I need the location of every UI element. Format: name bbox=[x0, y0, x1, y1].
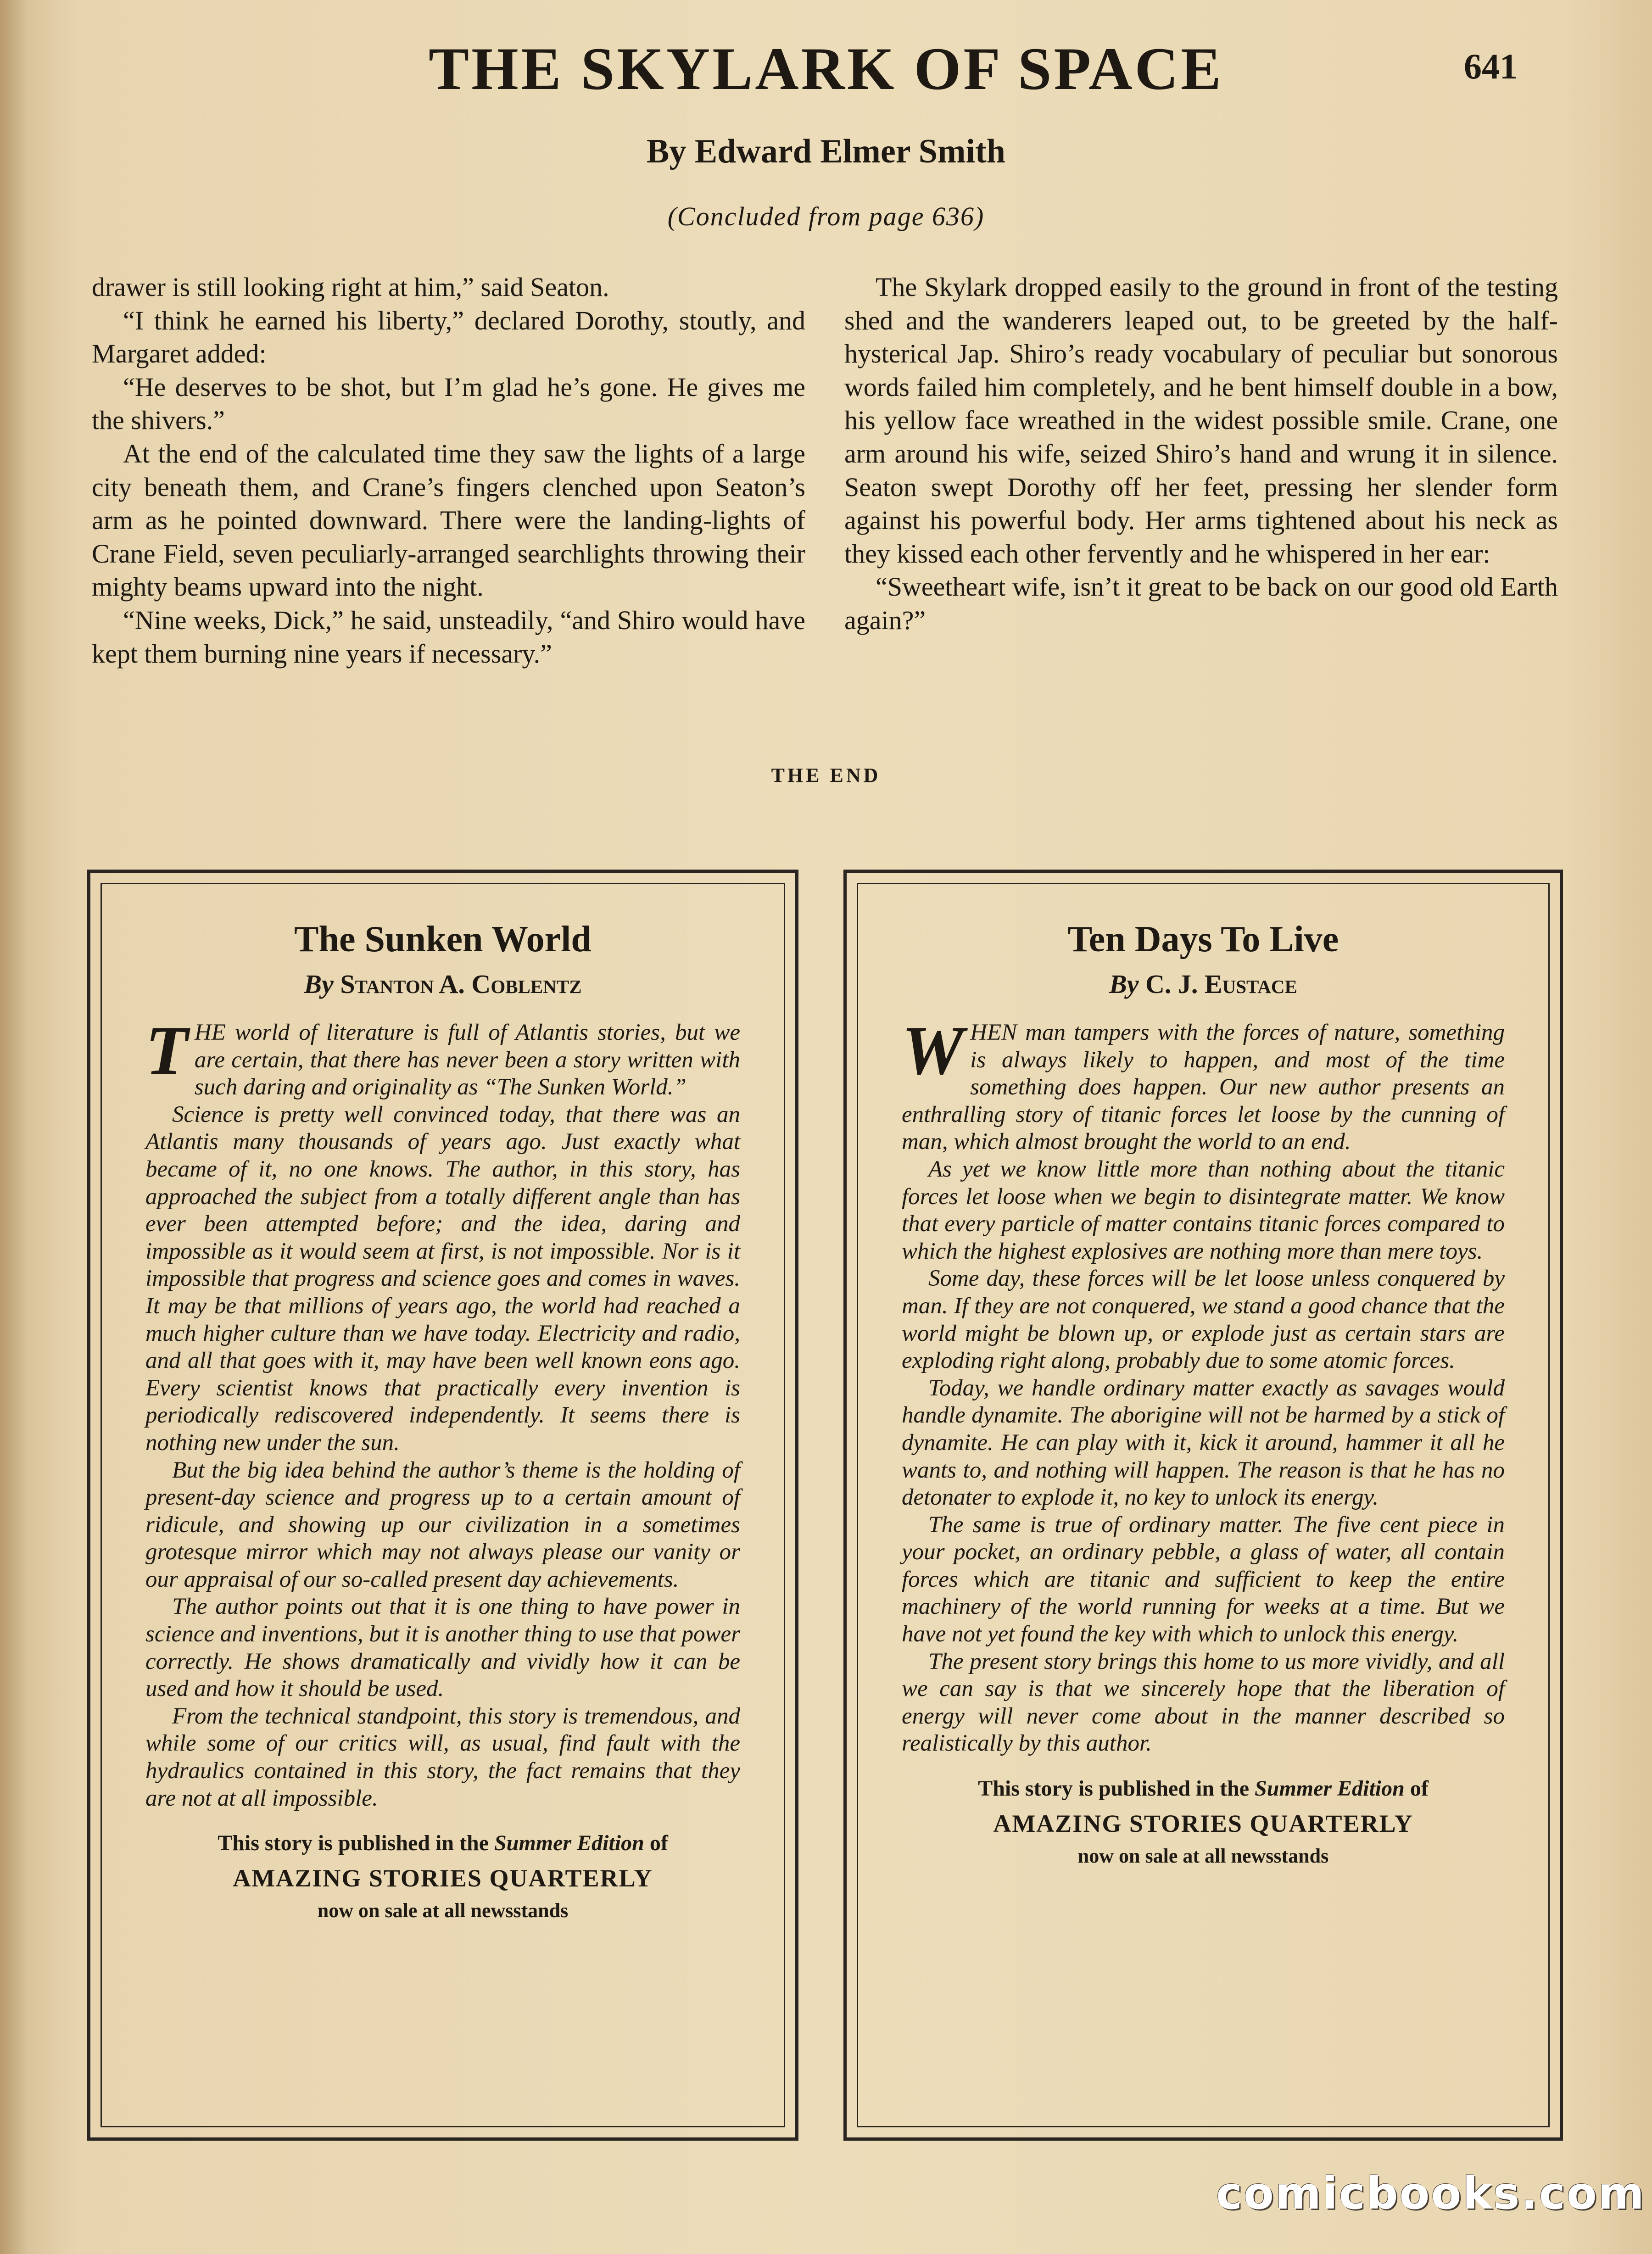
story-paragraph: “He deserves to be shot, but I’m glad he’s gone. He gives me the shivers.” bbox=[92, 372, 805, 435]
promo-paragraph: The present story brings this home to us more vividly, and all we can say is that we sincerely hope that the liberation of energy will never come about in the manner described so realistically by this author. bbox=[902, 1648, 1505, 1757]
promo-box-ten-days bbox=[843, 870, 1563, 2141]
story-column-right bbox=[844, 271, 1558, 637]
concluded-text: Concluded from page 636 bbox=[677, 201, 975, 231]
drop-cap: T bbox=[145, 1012, 188, 1089]
promo-box-inner bbox=[100, 883, 785, 2127]
promo-paragraph bbox=[902, 1012, 1505, 1156]
story-paragraph: “Sweetheart wife, isn’t it great to be back on our good old Earth again?” bbox=[844, 572, 1558, 635]
promo-magazine-name: AMAZING STORIES QUARTERLY bbox=[233, 1864, 653, 1892]
story-paragraph: “Nine weeks, Dick,” he said, unsteadily, “and Shiro would have kept them burning nine years if necessary.” bbox=[92, 605, 805, 669]
promo-author: C. J. Eustace bbox=[1145, 969, 1297, 999]
page-title: THE SKYLARK OF SPACE bbox=[429, 35, 1223, 102]
promo-footer-line bbox=[145, 1826, 740, 1861]
footer-text: This story is published in the bbox=[218, 1831, 489, 1856]
promo-author: Stanton A. Coblentz bbox=[340, 969, 582, 999]
promo-sale-note: now on sale at all newsstands bbox=[1077, 1845, 1329, 1868]
story-byline: By Edward Elmer Smith bbox=[647, 133, 1005, 170]
promo-footer bbox=[145, 1826, 740, 1926]
story-paragraph: “I think he earned his liberty,” declared Dorothy, stoutly, and Margaret added: bbox=[92, 305, 805, 369]
story-column-left bbox=[92, 271, 805, 670]
promo-author-line bbox=[902, 965, 1505, 1004]
story-paragraph: The Skylark dropped easily to the ground in front of the testing shed and the wanderers leaped out, to be greeted by the half-hysterical Jap. Shiro’s ready vocabulary of peculiar but sonorous words failed him completely, and he bent himself double in a bow, his yellow face wreathed in the widest possible smile. Crane, one arm around his wife, seized Shiro’s hand and wrung it in silence. Seaton swept Dorothy off her feet, pressing her slender form against his powerful body. Her arms tightened about his neck as they kissed each other fervently and he whispered in her ear: bbox=[844, 272, 1558, 569]
footer-edition: Summer Edition bbox=[494, 1831, 644, 1856]
promo-author-line bbox=[145, 965, 740, 1004]
footer-text: of bbox=[649, 1831, 668, 1856]
promo-paragraph: But the big idea behind the author’s theme is the holding of present-day science and progress up to a certain amount of ridicule, and showing up our civilization in a sometimes grotesque mirror which may not always please our vanity or our appraisal of our so-called present day achievements. bbox=[145, 1457, 740, 1592]
footer-edition: Summer Edition bbox=[1255, 1776, 1405, 1801]
promo-paragraph: Science is pretty well convinced today, that there was an Atlantis many thousands of years ago. Just exactly what became of it, no one knows. The author, in this story, has approached the subject from a totally different angle than has ever been attempted before; and the idea, daring and impossible as it would seem at first, is not impossible. Nor is it impossible that progress and science goes and comes in waves. It may be that millions of years ago, the world had reached a much higher culture than we have today. Electricity and radio, and all that goes with it, may have been well known eons ago. Every scientist knows that practically every invention is periodically rediscovered independently. It seems there is nothing new under the sun. bbox=[145, 1101, 740, 1456]
promo-footer-line bbox=[902, 1771, 1505, 1806]
promo-paragraph: The author points out that it is one thing to have power in science and inventions, but it is another thing to use that power correctly. He shows dramatically and vividly how it can be used and how it should be used. bbox=[145, 1594, 740, 1702]
promo-paragraph: From the technical standpoint, this story is tremendous, and while some of our critics will, as usual, find fault with the hydraulics contained in this story, the fact remains that they are not at all impossible. bbox=[145, 1703, 740, 1811]
promo-sale-note: now on sale at all newsstands bbox=[317, 1899, 569, 1922]
promo-text bbox=[145, 1012, 740, 1812]
promo-title: Ten Days To Live bbox=[1067, 919, 1339, 960]
footer-text: of bbox=[1410, 1776, 1429, 1801]
promo-paragraph-text: HE world of literature is full of Atlantis stories, but we are certain, that there has never been a story written with such daring and originality as “The Sunken World.” bbox=[194, 1020, 740, 1100]
promo-box-inner bbox=[857, 883, 1550, 2127]
promo-paragraph: Today, we handle ordinary matter exactly as savages would handle dynamite. The aborigine will not be harmed by a stick of dynamite. He can play with it, kick it around, hammer it all he wants to, and nothing will happen. The reason is that he has no detonater to explode it, no key to unlock its energy. bbox=[902, 1375, 1505, 1511]
watermark: comicbooks.com bbox=[1216, 2168, 1646, 2219]
promo-text bbox=[902, 1012, 1505, 1757]
promo-paragraph: The same is true of ordinary matter. The five cent piece in your pocket, an ordinary pebble, a glass of water, all contain forces which are titanic and sufficient to keep the entire machinery of the world running for weeks at a time. But we have not yet found the key with which to unlock this energy. bbox=[902, 1512, 1505, 1647]
page-number: 641 bbox=[1464, 46, 1518, 86]
promo-paragraph: Some day, these forces will be let loose unless conquered by man. If they are not conquered, we stand a good chance that the world might be blown up, or explode just as certain stars are exploding right along, probably due to some atomic forces. bbox=[902, 1266, 1505, 1374]
promo-title: The Sunken World bbox=[294, 919, 592, 960]
promo-footer bbox=[902, 1771, 1505, 1871]
drop-cap: W bbox=[902, 1012, 964, 1089]
concluded-note: (Concluded from page 636) bbox=[667, 201, 985, 231]
promo-paragraph-text: HEN man tampers with the forces of nature, something is always likely to happen, and most of the time something does happen. Our new author presents an enthralling story of titanic forces let loose by the cunning of man, which almost brought the world to an end. bbox=[902, 1020, 1505, 1155]
story-paragraph: At the end of the calculated time they saw the lights of a large city beneath them, and Crane’s fingers clenched upon Seaton’s arm as he pointed downward. There were the landing-lights of Crane Field, seven peculiarly-arranged searchlights throwing their mighty beams upward into the night. bbox=[92, 438, 805, 602]
promo-paragraph bbox=[145, 1012, 740, 1101]
footer-text: This story is published in the bbox=[978, 1776, 1250, 1801]
promo-paragraph: As yet we know little more than nothing about the titanic forces let loose when we begin to disintegrate matter. We know that every particle of matter contains titanic forces compared to which the highest explosives are nothing more than mere toys. bbox=[902, 1156, 1505, 1264]
promo-by: By bbox=[1109, 969, 1139, 999]
promo-box-sunken-world bbox=[87, 870, 798, 2141]
the-end-label: THE END bbox=[771, 764, 881, 787]
promo-by: By bbox=[304, 969, 334, 999]
promo-magazine-name: AMAZING STORIES QUARTERLY bbox=[993, 1810, 1413, 1838]
story-paragraph: drawer is still looking right at him,” said Seaton. bbox=[92, 272, 609, 302]
